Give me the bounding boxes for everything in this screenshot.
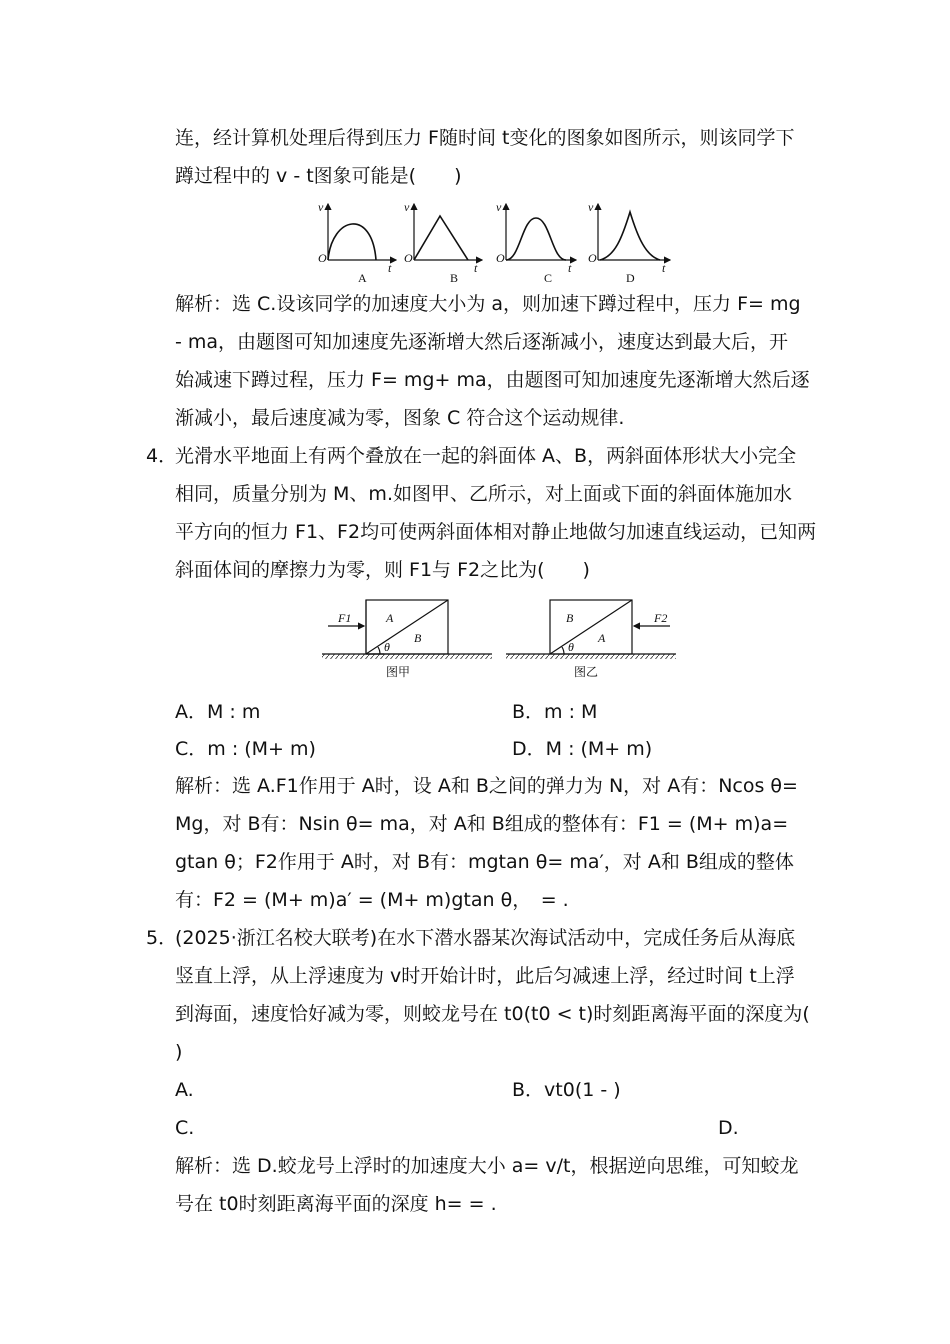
svg-text:O: O [496, 251, 505, 265]
q4-stem-2: 相同，质量分别为 M、m.如图甲、乙所示，对上面或下面的斜面体施加水 [175, 483, 792, 505]
option-a-label: A [358, 271, 367, 285]
svg-text:v: v [588, 200, 594, 214]
q3-analysis-2: - ma，由题图可知加速度先逐渐增大然后逐渐减小，速度达到最大后，开 [175, 331, 789, 353]
q4-choice-a: A．M : m [175, 701, 261, 723]
q5-stem-4: ) [175, 1041, 183, 1063]
svg-text:t: t [568, 261, 572, 275]
graph-d [598, 204, 670, 260]
svg-text:O: O [588, 251, 597, 265]
svg-text:O: O [318, 251, 327, 265]
q4-choice-b: B．m : M [512, 701, 598, 723]
graph-c [506, 204, 576, 260]
q4-analysis-1: 解析：选 A.F1作用于 A时，设 A和 B之间的弹力为 N，对 A有：Ncos θ= [175, 775, 798, 797]
figure-jia [322, 600, 492, 659]
q4-choice-d: D．M : (M+ m) [512, 738, 653, 760]
graph-a [328, 204, 396, 260]
q4-analysis-2: Mg，对 B有：Nsin θ= ma，对 A和 B组成的整体有：F1 = (M+ m)a= [175, 813, 789, 835]
q5-choice-c: C. [175, 1117, 195, 1139]
svg-text:A: A [598, 631, 606, 645]
svg-text:F1: F1 [338, 611, 352, 625]
q5-analysis-2: 号在 t0时刻距离海平面的深度 h= = . [175, 1193, 497, 1215]
q4-analysis-4: 有：F2 = (M+ m)a′ = (M+ m)gtan θ， = . [175, 889, 569, 911]
svg-text:v: v [496, 200, 502, 214]
q5-choice-a: A. [175, 1079, 194, 1101]
caption-yi: 图乙 [574, 665, 599, 679]
q4-stem-4: 斜面体间的摩擦力为零，则 F1与 F2之比为( ) [175, 559, 590, 581]
q5-stem-3: 到海面，速度恰好减为零，则蛟龙号在 t0(t0 < t)时刻距离海平面的深度为( [175, 1003, 810, 1025]
q3-line-1: 连，经计算机处理后得到压力 F随时间 t变化的图象如图所示，则该同学下 [175, 127, 795, 149]
svg-text:B: B [414, 631, 422, 645]
graph-b [414, 204, 482, 260]
q3-analysis-4: 渐减小，最后速度减为零，图象 C 符合这个运动规律. [175, 407, 625, 429]
q5-number: 5． [146, 927, 178, 949]
option-b-label: B [450, 271, 459, 285]
q5-stem-1: (2025·浙江名校大联考)在水下潜水器某次海试活动中，完成任务后从海底 [175, 927, 796, 949]
q4-analysis-3: gtan θ；F2作用于 A时，对 B有：mgtan θ= ma′，对 A和 B组成的整体 [175, 851, 794, 873]
figure-yi [506, 600, 676, 659]
q3-line-2: 蹲过程中的 v - t图象可能是( ) [175, 165, 462, 187]
q5-stem-2: 竖直上浮，从上浮速度为 v时开始计时，此后匀减速上浮，经过时间 t上浮 [175, 965, 795, 987]
svg-text:θ: θ [384, 640, 390, 654]
vt-graph-options [310, 198, 680, 286]
svg-text:F2: F2 [654, 611, 668, 625]
q3-analysis-1: 解析：选 C.设该同学的加速度大小为 a，则加速下蹲过程中，压力 F= mg [175, 293, 801, 315]
svg-text:O: O [404, 251, 413, 265]
incline-figures [318, 596, 684, 682]
q4-number: 4． [146, 445, 178, 467]
q3-analysis-3: 始减速下蹲过程，压力 F= mg+ ma，由题图可知加速度先逐渐增大然后逐 [175, 369, 810, 391]
q5-choice-b: B．vt0(1 - ) [512, 1079, 621, 1101]
svg-text:B: B [566, 611, 574, 625]
svg-text:t: t [388, 261, 392, 275]
option-c-label: C [544, 271, 553, 285]
svg-text:t: t [474, 261, 478, 275]
svg-text:θ: θ [568, 640, 574, 654]
q4-stem-1: 光滑水平地面上有两个叠放在一起的斜面体 A、B，两斜面体形状大小完全 [175, 445, 797, 467]
caption-jia: 图甲 [386, 665, 411, 679]
svg-text:v: v [404, 200, 410, 214]
q4-choice-c: C．m : (M+ m) [175, 738, 316, 760]
q5-analysis-1: 解析：选 D.蛟龙号上浮时的加速度大小 a= v/t，根据逆向思维，可知蛟龙 [175, 1155, 799, 1177]
svg-text:v: v [318, 200, 324, 214]
svg-text:t: t [662, 261, 666, 275]
q4-stem-3: 平方向的恒力 F1、F2均可使两斜面体相对静止地做匀加速直线运动，已知两 [175, 521, 817, 543]
option-d-label: D [626, 271, 635, 285]
q5-choice-d: D. [718, 1117, 739, 1139]
svg-text:A: A [386, 611, 394, 625]
